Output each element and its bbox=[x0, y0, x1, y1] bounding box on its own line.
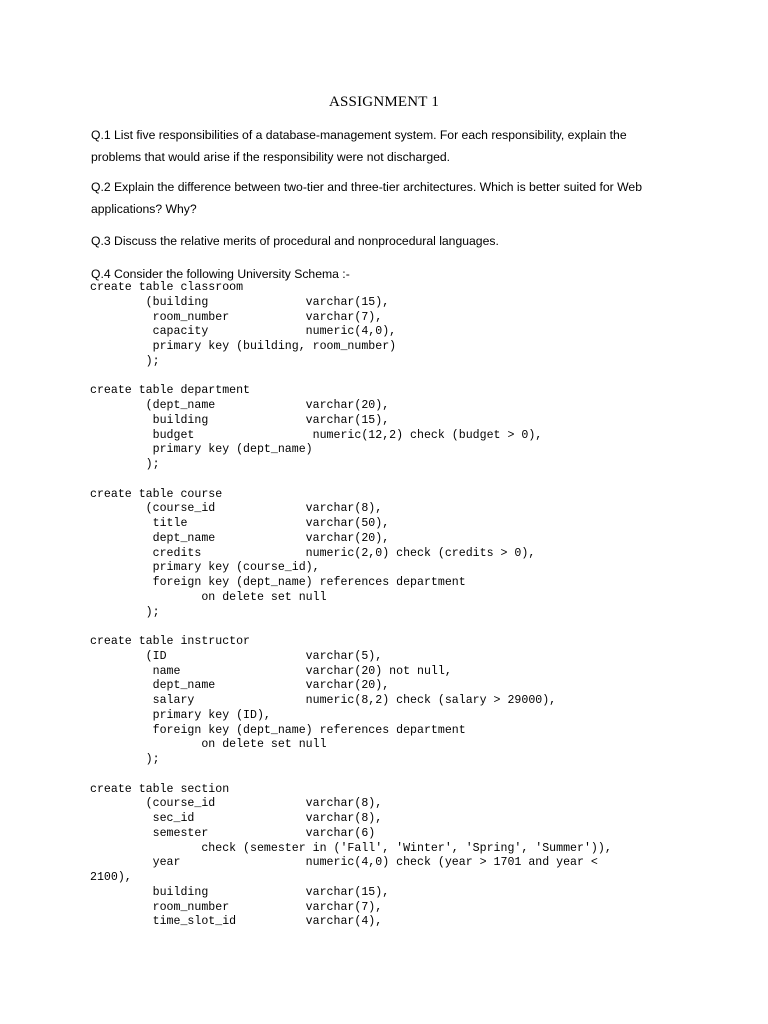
code-line: (building varchar(15), bbox=[90, 295, 390, 309]
code-line: sec_id varchar(8), bbox=[90, 812, 383, 825]
code-line: check (semester in ('Fall', 'Winter', 'Spring', 'Summer')), bbox=[90, 841, 612, 855]
code-line: building varchar(15), bbox=[90, 413, 390, 427]
code-line: capacity numeric(4,0), bbox=[90, 325, 397, 339]
code-line: salary numeric(8,2) check (salary > 29000), bbox=[90, 694, 557, 707]
code-line: budget numeric(12,2) check (budget > 0), bbox=[90, 428, 543, 442]
question-1-line-1: Q.1 List five responsibilities of a database-management system. For each responsibility, explain the bbox=[91, 128, 627, 142]
code-line: primary key (building, room_number) bbox=[90, 340, 397, 353]
code-line: primary key (course_id), bbox=[90, 561, 320, 575]
code-line: (course_id varchar(8), bbox=[90, 502, 383, 516]
question-3 bbox=[91, 230, 691, 252]
code-line: create table section bbox=[90, 782, 230, 796]
code-line bbox=[90, 620, 612, 635]
code-line: dept_name varchar(20), bbox=[90, 531, 390, 545]
code-line: (ID varchar(5), bbox=[90, 649, 383, 663]
code-line: room_number varchar(7), bbox=[90, 310, 383, 324]
code-line: dept_name varchar(20), bbox=[90, 679, 390, 693]
code-line: create table instructor bbox=[90, 635, 251, 648]
schema-code-block bbox=[90, 281, 612, 930]
code-line: year numeric(4,0) check (year > 1701 and year < bbox=[90, 856, 598, 870]
code-line: create table classroom bbox=[90, 281, 244, 294]
code-line: ); bbox=[90, 458, 160, 471]
page-title: ASSIGNMENT 1 bbox=[328, 94, 440, 110]
code-line: semester varchar(6) bbox=[90, 826, 376, 840]
question-1 bbox=[91, 124, 691, 168]
code-line: on delete set null bbox=[90, 738, 327, 752]
code-line: foreign key (dept_name) references department bbox=[90, 576, 466, 589]
question-3-line-1: Q.3 Discuss the relative merits of procedural and nonprocedural languages. bbox=[91, 234, 499, 248]
code-line: building varchar(15), bbox=[90, 885, 390, 899]
code-line: time_slot_id varchar(4), bbox=[90, 915, 383, 929]
code-line: foreign key (dept_name) references department bbox=[90, 723, 466, 737]
code-line bbox=[90, 370, 612, 385]
code-line: credits numeric(2,0) check (credits > 0), bbox=[90, 546, 536, 560]
code-line: (course_id varchar(8), bbox=[90, 797, 383, 811]
code-line: title varchar(50), bbox=[90, 517, 390, 530]
code-line: ); bbox=[90, 753, 160, 766]
question-2 bbox=[91, 176, 691, 220]
code-line: 2100), bbox=[90, 871, 132, 884]
code-line: room_number varchar(7), bbox=[90, 900, 383, 914]
code-line: ); bbox=[90, 354, 160, 368]
code-line: create table department bbox=[90, 384, 251, 398]
code-line bbox=[90, 768, 612, 783]
code-line: name varchar(20) not null, bbox=[90, 664, 452, 678]
code-line: ); bbox=[90, 605, 160, 619]
code-line bbox=[90, 473, 612, 488]
code-line: on delete set null bbox=[90, 590, 327, 604]
code-line: (dept_name varchar(20), bbox=[90, 399, 390, 412]
code-line: primary key (dept_name) bbox=[90, 443, 313, 457]
code-line: create table course bbox=[90, 487, 223, 501]
question-1-line-2: problems that would arise if the responsibility were not discharged. bbox=[91, 150, 451, 164]
code-line: primary key (ID), bbox=[90, 708, 271, 722]
question-2-line-2: applications? Why? bbox=[91, 202, 197, 216]
question-2-line-1: Q.2 Explain the difference between two-tier and three-tier architectures. Which is better suited for Web bbox=[91, 180, 642, 194]
question-4-line-1: Q.4 Consider the following University Schema :- bbox=[91, 267, 350, 281]
